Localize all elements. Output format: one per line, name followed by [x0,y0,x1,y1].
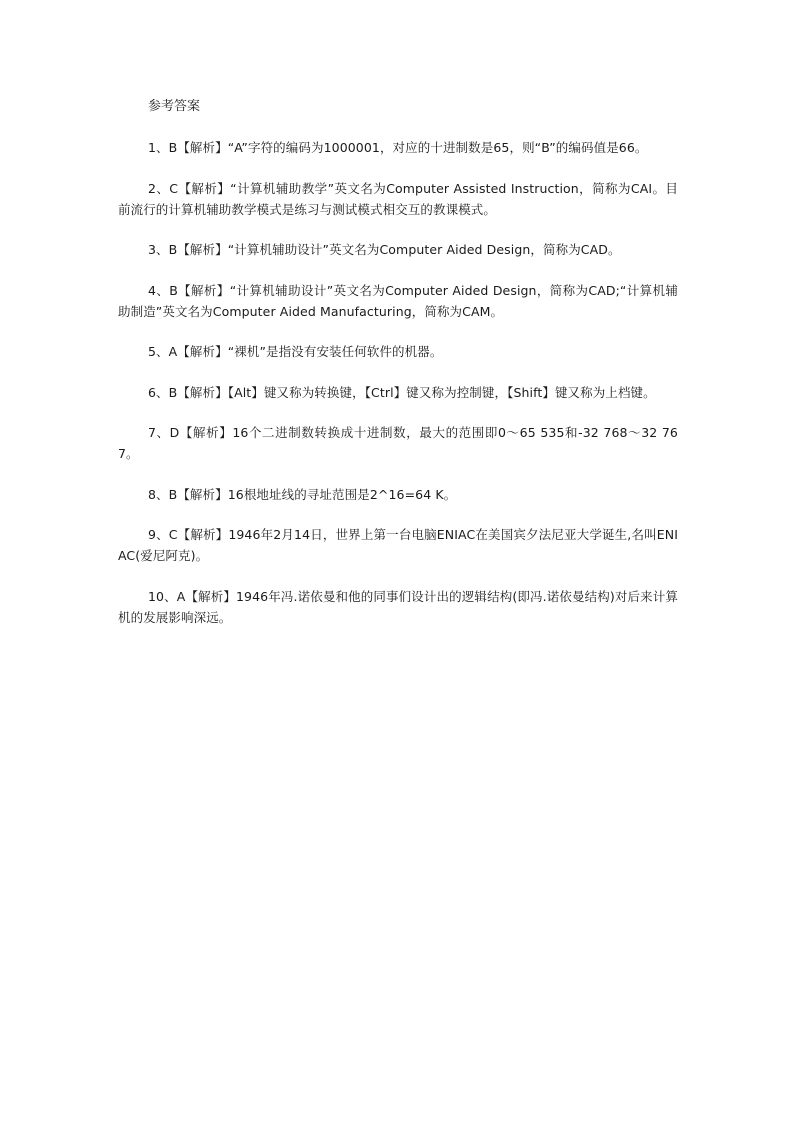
answer-item-3: 3、B【解析】“计算机辅助设计”英文名为Computer Aided Design，简称为CAD。 [148,242,621,257]
answer-item-9: 9、C【解析】1946年2月14日，世界上第一台电脑ENIAC在美国宾夕法尼亚大学诞生,名叫ENIAC(爱尼阿克)。 [118,527,678,563]
answer-item-10: 10、A【解析】1946年冯.诺依曼和他的同事们设计出的逻辑结构(即冯.诺依曼结构)对后来计算机的发展影响深远。 [118,588,678,625]
answer-item-1: 1、B【解析】“A”字符的编码为1000001，对应的十进制数是65，则“B”的编码值是66。 [148,140,648,155]
answer-item-8: 8、B【解析】16根地址线的寻址范围是2^16=64 K。 [148,486,457,502]
answer-item-7: 7、D【解析】16个二进制数转换成十进制数，最大的范围即0～65 535和-32 768～32 767。 [118,425,678,461]
answer-item-6: 6、B【解析】【Alt】键又称为转换键，【Ctrl】键又称为控制键，【Shift】键又称为上档键。 [148,384,656,400]
answer-item-2: 2、C【解析】“计算机辅助教学”英文名为Computer Assisted Instruction，简称为CAI。目前流行的计算机辅助教学模式是练习与测试模式相交互的教课模式。 [118,180,678,217]
answer-section [118,96,678,647]
section-heading: 参考答案 [148,99,201,114]
answer-item-5: 5、A【解析】“裸机”是指没有安装任何软件的机器。 [148,344,443,359]
answer-item-4: 4、B【解析】“计算机辅助设计”英文名为Computer Aided Design，简称为CAD;“计算机辅助制造”英文名为Computer Aided Manufacturing，简称为CAM。 [118,282,678,319]
